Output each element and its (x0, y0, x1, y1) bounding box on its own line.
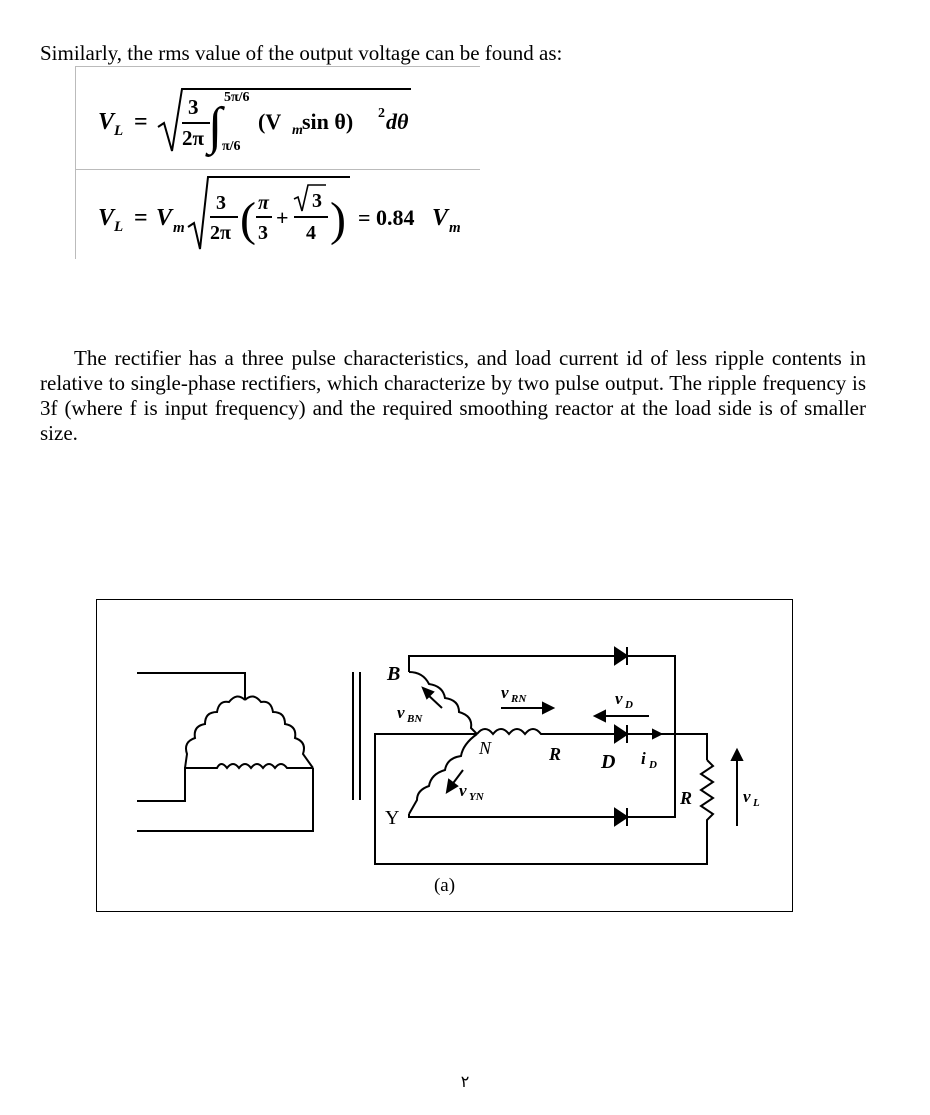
label-y: Y (385, 807, 400, 829)
label-i-d-sub: D (649, 759, 657, 771)
diode-b (615, 648, 627, 664)
label-n: N (479, 738, 492, 758)
equation-rms-integral (75, 66, 480, 170)
diode-y (615, 809, 627, 825)
eq1-integrand-open: (V (258, 109, 282, 134)
v-bn-arrow-head (423, 688, 433, 698)
label-v-l: v (743, 787, 751, 806)
eq1-frac-den: 2π (182, 126, 205, 150)
label-v-rn-sub: RN (511, 693, 527, 705)
label-v-d-sub: D (625, 699, 633, 711)
circuit-diagram (97, 600, 794, 913)
intro-text: Similarly, the rms value of the output voltage can be found as: (40, 41, 563, 65)
eq2-lhs-sub: L (114, 219, 124, 235)
figure-caption: (a) (433, 875, 456, 896)
eq1-differential: dθ (386, 109, 409, 134)
eq2-result-sub: m (449, 220, 461, 236)
label-v-bn: v (397, 703, 405, 722)
eq2-frac-num: 3 (216, 192, 226, 214)
phase-r-coil (477, 729, 613, 734)
primary-wire-middle (137, 768, 217, 801)
eq2-coef-sub: m (173, 220, 185, 236)
v-yn-arrow-head (447, 780, 457, 792)
delta-coil-left (185, 696, 245, 768)
i-d-arrow-head (653, 730, 661, 738)
label-d: D (601, 751, 616, 773)
eq2-plus: + (276, 205, 289, 230)
label-v-d: v (615, 689, 623, 708)
eq2-frac-den: 2π (210, 222, 231, 244)
eq1-frac-num: 3 (188, 95, 199, 119)
eq2-result: = 0.84 (358, 205, 415, 230)
rectifier-circuit-figure (96, 599, 793, 912)
eq2-sqrt3-den: 4 (306, 222, 316, 244)
primary-wire-bottom (137, 768, 313, 831)
label-v-bn-sub: BN (407, 713, 423, 725)
diode-r (615, 726, 627, 742)
neutral-return-wire (375, 734, 707, 864)
eq2-pi-den: 3 (258, 222, 268, 244)
eq1-lhs: V (98, 109, 115, 135)
eq2-left-paren: ( (240, 193, 256, 246)
integral-sign: ∫ (208, 98, 223, 155)
eq1-upper-limit: 5π/6 (224, 90, 250, 105)
equation-1-graphic (76, 67, 480, 169)
delta-coil-right (245, 696, 313, 768)
eq2-pi-num: π (258, 192, 269, 214)
v-d-arrow-head (595, 711, 605, 721)
label-r-load: R (680, 788, 693, 808)
eq2-right-paren: ) (330, 193, 346, 246)
phase-b-wire (409, 656, 675, 736)
label-v-l-sub: L (753, 797, 760, 809)
label-v-yn: v (459, 781, 467, 800)
v-l-arrow-head (732, 750, 742, 760)
label-r-winding: R (549, 744, 562, 764)
v-rn-arrow-head (543, 703, 553, 713)
phase-y-wire (409, 736, 675, 817)
eq1-equals: = (134, 109, 148, 135)
eq1-integrand-exp: 2 (378, 106, 385, 121)
eq2-lhs: V (98, 205, 115, 231)
load-top-wire (675, 734, 707, 760)
label-b: B (387, 663, 401, 685)
body-paragraph: The rectifier has a three pulse characteristics, and load current id of less ripple contents in relative to single-phase rectifiers, which characterize by two pulse output. The ripple frequency is 3f (where f is input frequency) and the required smoothing reactor at the load side is of smaller size. (40, 346, 866, 445)
load-resistor (701, 760, 713, 834)
phase-y-coil (409, 734, 477, 814)
page-number: ٢ (460, 1072, 470, 1091)
eq2-equals: = (134, 205, 148, 231)
label-i-d: i (641, 749, 646, 768)
eq1-lower-limit: π/6 (222, 139, 241, 154)
eq1-integrand-sub: m (292, 123, 303, 138)
equation-2-graphic (76, 169, 480, 259)
eq2-result-var: V (432, 205, 449, 231)
eq1-integrand-mid: sin θ) (302, 109, 354, 134)
label-v-rn: v (501, 683, 509, 702)
label-v-yn-sub: YN (469, 791, 484, 803)
eq2-coef: V (156, 205, 173, 231)
delta-coil-bottom (185, 764, 313, 768)
eq1-lhs-sub: L (114, 123, 124, 139)
equation-rms-result (75, 169, 480, 259)
primary-wire-top (137, 673, 245, 700)
eq2-sqrt3-num: 3 (312, 190, 322, 212)
